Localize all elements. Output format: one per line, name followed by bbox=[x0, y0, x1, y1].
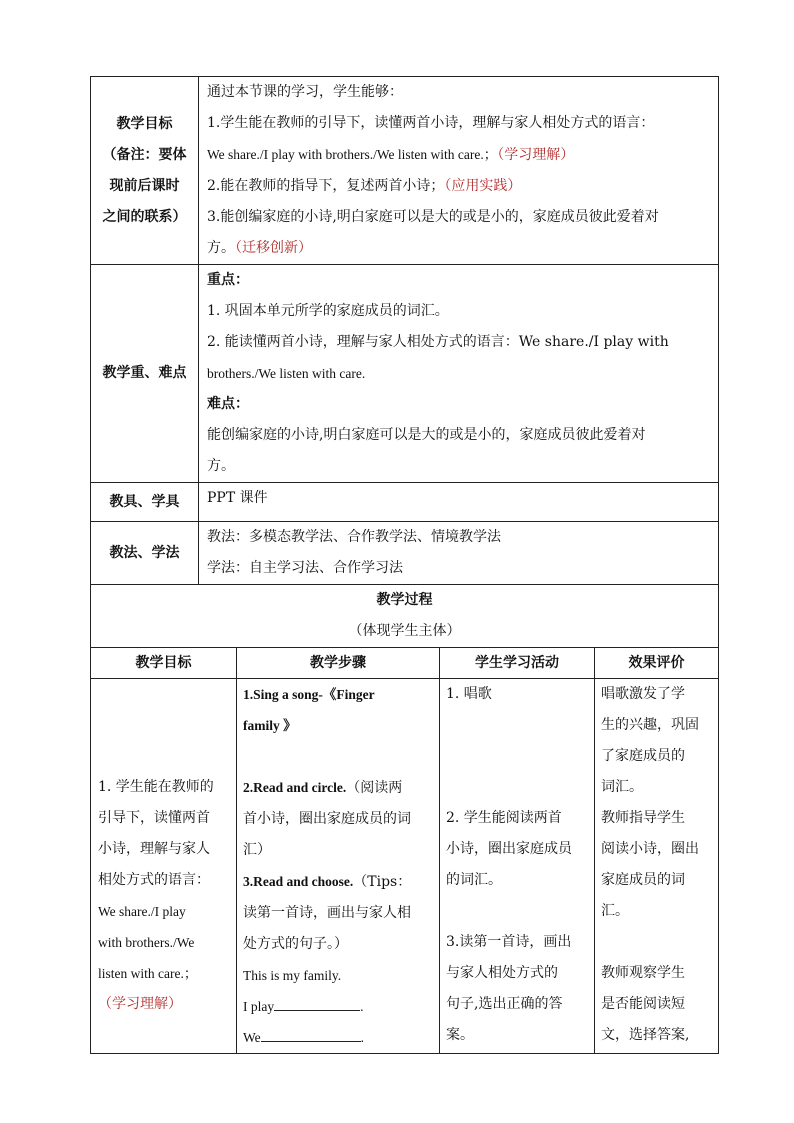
lesson-info-table bbox=[90, 76, 719, 648]
objectives-label: 教学目标 （备注：要体 现前后课时 之间的联系） bbox=[91, 77, 199, 265]
objectives-content: 通过本节课的学习，学生能够： 1.学生能在教师的引导下，读懂两首小诗，理解与家人相处方式的语言： We share./I play with brothers./We listen with care.；（学习理解） 2.能在教师的指导下，复述两首小诗；（应用实践） 3.能创编家庭的小诗,明白家庭可以是大的或是小的，家庭成员彼此爱着对 方。（迁移创新） bbox=[199, 77, 719, 265]
objectives-row bbox=[91, 77, 719, 265]
tools-label: 教具、学具 bbox=[91, 483, 199, 522]
evaluation-cell: 唱歌激发了学 生的兴趣，巩固 了家庭成员的 词汇。 教师指导学生 阅读小诗，圈出 家庭成员的词 汇。 教师观察学生 是否能阅读短 文，选择答案, bbox=[595, 679, 719, 1054]
key-points-row bbox=[91, 265, 719, 483]
steps-cell: 1.Sing a song-《Finger family 》 2.Read and circle.（阅读两 首小诗，圈出家庭成员的词 汇） 3.Read and choose.（Tips： 读第一首诗，画出与家人相 处方式的句子。） This is my family. I play . We . bbox=[237, 679, 440, 1054]
process-header-row bbox=[91, 648, 719, 679]
col-header-steps: 教学步骤 bbox=[237, 648, 440, 679]
answer-blank-1[interactable] bbox=[274, 995, 360, 1011]
tools-value: PPT 课件 bbox=[199, 483, 719, 522]
process-title: 教学过程 （体现学生主体） bbox=[91, 585, 719, 648]
tools-row bbox=[91, 483, 719, 522]
lesson-plan-page bbox=[90, 76, 718, 1054]
methods-row bbox=[91, 522, 719, 585]
process-table bbox=[90, 647, 719, 1054]
goal-cell: 1. 学生能在教师的 引导下，读懂两首 小诗，理解与家人 相处方式的语言： We share./I play with brothers./We listen with care.； （学习理解） bbox=[91, 679, 237, 1054]
methods-content: 教法：多模态教学法、合作教学法、情境教学法 学法：自主学习法、合作学习法 bbox=[199, 522, 719, 585]
col-header-goal: 教学目标 bbox=[91, 648, 237, 679]
key-points-label: 教学重、难点 bbox=[91, 265, 199, 483]
answer-blank-2[interactable] bbox=[261, 1026, 361, 1042]
methods-label: 教法、学法 bbox=[91, 522, 199, 585]
col-header-activities: 学生学习活动 bbox=[440, 648, 595, 679]
process-title-row bbox=[91, 585, 719, 648]
col-header-evaluation: 效果评价 bbox=[595, 648, 719, 679]
process-row bbox=[91, 679, 719, 1054]
key-points-content: 重点： 1. 巩固本单元所学的家庭成员的词汇。 2. 能读懂两首小诗，理解与家人相处方式的语言：We share./I play with brothers./We listen with care. 难点： 能创编家庭的小诗,明白家庭可以是大的或是小的，家庭成员彼此爱着对 方。 bbox=[199, 265, 719, 483]
activities-cell: 1. 唱歌 2. 学生能阅读两首 小诗，圈出家庭成员 的词汇。 3.读第一首诗，画出 与家人相处方式的 句子,选出正确的答 案。 bbox=[440, 679, 595, 1054]
